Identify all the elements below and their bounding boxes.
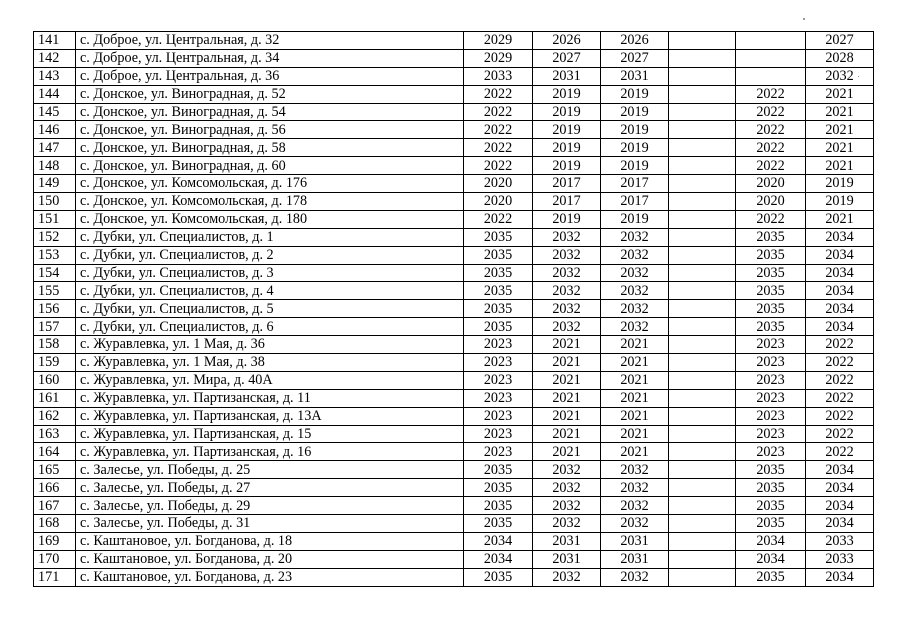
row-number-cell: 162 — [34, 407, 76, 425]
row-number-cell: 165 — [34, 461, 76, 479]
year-cell — [669, 139, 736, 157]
address-cell: с. Дубки, ул. Специалистов, д. 6 — [76, 318, 464, 336]
address-cell: с. Залесье, ул. Победы, д. 29 — [76, 497, 464, 515]
year-cell: 2019 — [533, 85, 601, 103]
year-cell: 2021 — [806, 85, 874, 103]
table-row — [34, 515, 874, 533]
address-cell: с. Доброе, ул. Центральная, д. 32 — [76, 32, 464, 50]
year-cell: 2022 — [736, 103, 806, 121]
year-cell: 2022 — [806, 407, 874, 425]
row-number-cell: 170 — [34, 550, 76, 568]
year-cell: 2034 — [806, 515, 874, 533]
year-cell: 2022 — [806, 389, 874, 407]
year-cell: 2022 — [464, 157, 533, 175]
year-cell: 2021 — [601, 354, 669, 372]
row-number-cell: 145 — [34, 103, 76, 121]
year-cell: 2027 — [601, 49, 669, 67]
address-cell: с. Каштановое, ул. Богданова, д. 23 — [76, 568, 464, 586]
year-cell — [669, 121, 736, 139]
year-cell: 2022 — [464, 121, 533, 139]
year-cell: 2021 — [601, 371, 669, 389]
year-cell: 2034 — [806, 497, 874, 515]
year-cell: 2019 — [533, 157, 601, 175]
table-row — [34, 497, 874, 515]
year-cell: 2033 — [806, 532, 874, 550]
year-cell: 2035 — [736, 568, 806, 586]
table-row — [34, 443, 874, 461]
row-number-cell: 159 — [34, 354, 76, 372]
year-cell: 2032 — [601, 479, 669, 497]
row-number-cell: 141 — [34, 32, 76, 50]
table-row — [34, 193, 874, 211]
year-cell: 2021 — [601, 389, 669, 407]
table-row — [34, 103, 874, 121]
year-cell: 2020 — [736, 193, 806, 211]
year-cell — [669, 550, 736, 568]
year-cell: 2032 — [601, 497, 669, 515]
year-cell: 2031 — [533, 67, 601, 85]
year-cell — [669, 264, 736, 282]
year-cell: 2021 — [806, 139, 874, 157]
year-cell: 2032 — [601, 264, 669, 282]
year-cell: 2019 — [601, 210, 669, 228]
year-cell: 2032 — [533, 300, 601, 318]
year-cell: 2019 — [533, 103, 601, 121]
year-cell — [669, 318, 736, 336]
table-row — [34, 336, 874, 354]
row-number-cell: 150 — [34, 193, 76, 211]
year-cell: 2022 — [464, 210, 533, 228]
row-number-cell: 168 — [34, 515, 76, 533]
address-cell: с. Донское, ул. Виноградная, д. 54 — [76, 103, 464, 121]
year-cell: 2034 — [806, 461, 874, 479]
row-number-cell: 149 — [34, 175, 76, 193]
year-cell: 2023 — [736, 443, 806, 461]
row-number-cell: 161 — [34, 389, 76, 407]
table-row — [34, 67, 874, 85]
year-cell: 2023 — [464, 371, 533, 389]
year-cell: 2035 — [464, 568, 533, 586]
year-cell: 2034 — [806, 264, 874, 282]
year-cell — [669, 193, 736, 211]
year-cell: 2035 — [464, 246, 533, 264]
table-row — [34, 139, 874, 157]
year-cell — [669, 210, 736, 228]
year-cell: 2021 — [601, 425, 669, 443]
year-cell — [669, 157, 736, 175]
year-cell: 2021 — [806, 103, 874, 121]
year-cell: 2022 — [806, 354, 874, 372]
table-row — [34, 318, 874, 336]
year-cell: 2034 — [736, 532, 806, 550]
year-cell: 2021 — [601, 336, 669, 354]
row-number-cell: 148 — [34, 157, 76, 175]
row-number-cell: 156 — [34, 300, 76, 318]
year-cell: 2026 — [601, 32, 669, 50]
row-number-cell: 142 — [34, 49, 76, 67]
housing-repair-schedule-table — [33, 31, 874, 587]
year-cell: 2034 — [736, 550, 806, 568]
year-cell: 2021 — [533, 371, 601, 389]
address-cell: с. Журавлевка, ул. Мира, д. 40А — [76, 371, 464, 389]
year-cell: 2031 — [601, 67, 669, 85]
year-cell: 2032 — [533, 264, 601, 282]
row-number-cell: 152 — [34, 228, 76, 246]
year-cell: 2023 — [464, 443, 533, 461]
year-cell: 2035 — [736, 300, 806, 318]
year-cell — [669, 246, 736, 264]
year-cell: 2032 — [601, 461, 669, 479]
year-cell: 2019 — [533, 139, 601, 157]
year-cell — [669, 443, 736, 461]
year-cell: 2032 — [806, 67, 874, 85]
year-cell: 2020 — [464, 193, 533, 211]
year-cell: 2032 — [601, 228, 669, 246]
year-cell: 2032 — [533, 568, 601, 586]
table-row — [34, 354, 874, 372]
scan-speck — [858, 76, 859, 77]
year-cell: 2035 — [464, 515, 533, 533]
year-cell: 2023 — [464, 389, 533, 407]
table-row — [34, 300, 874, 318]
year-cell: 2019 — [806, 193, 874, 211]
year-cell: 2019 — [806, 175, 874, 193]
address-cell: с. Каштановое, ул. Богданова, д. 20 — [76, 550, 464, 568]
year-cell: 2023 — [464, 407, 533, 425]
year-cell: 2034 — [806, 300, 874, 318]
year-cell: 2019 — [601, 85, 669, 103]
year-cell: 2021 — [533, 443, 601, 461]
year-cell: 2034 — [464, 532, 533, 550]
row-number-cell: 151 — [34, 210, 76, 228]
address-cell: с. Донское, ул. Комсомольская, д. 180 — [76, 210, 464, 228]
table-row — [34, 371, 874, 389]
row-number-cell: 164 — [34, 443, 76, 461]
row-number-cell: 153 — [34, 246, 76, 264]
year-cell: 2019 — [533, 210, 601, 228]
year-cell: 2022 — [736, 85, 806, 103]
year-cell — [736, 49, 806, 67]
table-row — [34, 157, 874, 175]
year-cell: 2022 — [464, 103, 533, 121]
year-cell: 2035 — [736, 318, 806, 336]
year-cell: 2032 — [601, 318, 669, 336]
row-number-cell: 166 — [34, 479, 76, 497]
year-cell — [669, 103, 736, 121]
year-cell: 2021 — [806, 210, 874, 228]
address-cell: с. Журавлевка, ул. 1 Мая, д. 38 — [76, 354, 464, 372]
row-number-cell: 146 — [34, 121, 76, 139]
year-cell: 2031 — [601, 532, 669, 550]
year-cell: 2034 — [464, 550, 533, 568]
address-cell: с. Донское, ул. Виноградная, д. 52 — [76, 85, 464, 103]
year-cell: 2021 — [806, 121, 874, 139]
address-cell: с. Доброе, ул. Центральная, д. 36 — [76, 67, 464, 85]
year-cell: 2023 — [736, 425, 806, 443]
year-cell — [669, 479, 736, 497]
year-cell: 2032 — [601, 246, 669, 264]
year-cell — [669, 425, 736, 443]
row-number-cell: 167 — [34, 497, 76, 515]
year-cell: 2021 — [601, 443, 669, 461]
table-row — [34, 264, 874, 282]
year-cell: 2019 — [601, 121, 669, 139]
year-cell: 2032 — [601, 568, 669, 586]
row-number-cell: 158 — [34, 336, 76, 354]
table-row — [34, 389, 874, 407]
address-cell: с. Журавлевка, ул. 1 Мая, д. 36 — [76, 336, 464, 354]
year-cell — [669, 336, 736, 354]
year-cell — [669, 228, 736, 246]
year-cell: 2023 — [464, 354, 533, 372]
year-cell — [669, 85, 736, 103]
year-cell: 2023 — [736, 354, 806, 372]
row-number-cell: 169 — [34, 532, 76, 550]
address-cell: с. Журавлевка, ул. Партизанская, д. 15 — [76, 425, 464, 443]
row-number-cell: 160 — [34, 371, 76, 389]
year-cell: 2032 — [533, 318, 601, 336]
row-number-cell: 171 — [34, 568, 76, 586]
table-row — [34, 282, 874, 300]
table-row — [34, 479, 874, 497]
year-cell: 2035 — [464, 228, 533, 246]
row-number-cell: 157 — [34, 318, 76, 336]
year-cell: 2032 — [601, 282, 669, 300]
year-cell: 2033 — [464, 67, 533, 85]
year-cell: 2035 — [736, 461, 806, 479]
year-cell: 2032 — [601, 300, 669, 318]
year-cell: 2022 — [464, 139, 533, 157]
year-cell: 2034 — [806, 479, 874, 497]
year-cell: 2032 — [533, 515, 601, 533]
address-cell: с. Журавлевка, ул. Партизанская, д. 11 — [76, 389, 464, 407]
year-cell: 2026 — [533, 32, 601, 50]
year-cell: 2027 — [533, 49, 601, 67]
row-number-cell: 163 — [34, 425, 76, 443]
table-body — [34, 32, 874, 587]
table-row — [34, 228, 874, 246]
table-row — [34, 461, 874, 479]
year-cell: 2035 — [464, 282, 533, 300]
year-cell: 2019 — [601, 103, 669, 121]
year-cell: 2031 — [533, 532, 601, 550]
year-cell — [669, 515, 736, 533]
address-cell: с. Донское, ул. Комсомольская, д. 178 — [76, 193, 464, 211]
year-cell: 2022 — [806, 443, 874, 461]
year-cell: 2021 — [806, 157, 874, 175]
year-cell: 2022 — [806, 371, 874, 389]
year-cell — [669, 389, 736, 407]
year-cell — [669, 49, 736, 67]
year-cell: 2021 — [533, 425, 601, 443]
year-cell: 2023 — [464, 336, 533, 354]
year-cell: 2023 — [736, 407, 806, 425]
year-cell — [669, 461, 736, 479]
year-cell: 2023 — [464, 425, 533, 443]
year-cell: 2022 — [464, 85, 533, 103]
table-row — [34, 85, 874, 103]
year-cell: 2017 — [601, 193, 669, 211]
year-cell: 2022 — [806, 336, 874, 354]
year-cell — [736, 67, 806, 85]
year-cell — [669, 300, 736, 318]
year-cell: 2017 — [601, 175, 669, 193]
year-cell: 2023 — [736, 336, 806, 354]
year-cell: 2019 — [601, 157, 669, 175]
year-cell: 2035 — [736, 246, 806, 264]
year-cell: 2035 — [464, 318, 533, 336]
table-row — [34, 32, 874, 50]
address-cell: с. Дубки, ул. Специалистов, д. 3 — [76, 264, 464, 282]
year-cell: 2021 — [533, 336, 601, 354]
year-cell — [669, 371, 736, 389]
year-cell: 2022 — [736, 210, 806, 228]
address-cell: с. Каштановое, ул. Богданова, д. 18 — [76, 532, 464, 550]
year-cell — [669, 497, 736, 515]
year-cell: 2035 — [464, 300, 533, 318]
year-cell: 2022 — [806, 425, 874, 443]
year-cell: 2033 — [806, 550, 874, 568]
year-cell: 2035 — [464, 461, 533, 479]
year-cell: 2031 — [601, 550, 669, 568]
address-cell: с. Залесье, ул. Победы, д. 31 — [76, 515, 464, 533]
year-cell — [669, 175, 736, 193]
address-cell: с. Донское, ул. Виноградная, д. 58 — [76, 139, 464, 157]
year-cell: 2034 — [806, 282, 874, 300]
table-row — [34, 121, 874, 139]
table-row — [34, 550, 874, 568]
address-cell: с. Доброе, ул. Центральная, д. 34 — [76, 49, 464, 67]
year-cell: 2032 — [533, 461, 601, 479]
address-cell: с. Донское, ул. Комсомольская, д. 176 — [76, 175, 464, 193]
year-cell: 2032 — [533, 246, 601, 264]
year-cell: 2035 — [736, 497, 806, 515]
year-cell — [736, 32, 806, 50]
row-number-cell: 155 — [34, 282, 76, 300]
year-cell: 2032 — [533, 228, 601, 246]
year-cell: 2023 — [736, 371, 806, 389]
row-number-cell: 143 — [34, 67, 76, 85]
year-cell: 2035 — [464, 479, 533, 497]
year-cell: 2035 — [736, 264, 806, 282]
year-cell: 2021 — [533, 407, 601, 425]
year-cell: 2022 — [736, 121, 806, 139]
table-row — [34, 210, 874, 228]
year-cell — [669, 32, 736, 50]
year-cell: 2029 — [464, 49, 533, 67]
year-cell: 2023 — [736, 389, 806, 407]
table-row — [34, 246, 874, 264]
year-cell: 2021 — [533, 354, 601, 372]
address-cell: с. Журавлевка, ул. Партизанская, д. 16 — [76, 443, 464, 461]
year-cell: 2017 — [533, 193, 601, 211]
year-cell: 2031 — [533, 550, 601, 568]
address-cell: с. Дубки, ул. Специалистов, д. 5 — [76, 300, 464, 318]
year-cell: 2019 — [601, 139, 669, 157]
year-cell: 2035 — [736, 228, 806, 246]
year-cell: 2027 — [806, 32, 874, 50]
address-cell: с. Донское, ул. Виноградная, д. 56 — [76, 121, 464, 139]
year-cell: 2022 — [736, 139, 806, 157]
row-number-cell: 147 — [34, 139, 76, 157]
year-cell: 2035 — [464, 264, 533, 282]
year-cell: 2021 — [601, 407, 669, 425]
year-cell: 2034 — [806, 228, 874, 246]
table-row — [34, 532, 874, 550]
year-cell: 2021 — [533, 389, 601, 407]
year-cell: 2032 — [533, 497, 601, 515]
year-cell: 2035 — [736, 479, 806, 497]
year-cell: 2020 — [736, 175, 806, 193]
year-cell: 2034 — [806, 568, 874, 586]
scan-speck — [803, 18, 805, 20]
year-cell — [669, 282, 736, 300]
row-number-cell: 154 — [34, 264, 76, 282]
year-cell: 2028 — [806, 49, 874, 67]
year-cell — [669, 354, 736, 372]
table-row — [34, 175, 874, 193]
year-cell: 2022 — [736, 157, 806, 175]
address-cell: с. Дубки, ул. Специалистов, д. 1 — [76, 228, 464, 246]
year-cell: 2032 — [533, 479, 601, 497]
address-cell: с. Дубки, ул. Специалистов, д. 4 — [76, 282, 464, 300]
row-number-cell: 144 — [34, 85, 76, 103]
address-cell: с. Дубки, ул. Специалистов, д. 2 — [76, 246, 464, 264]
table-row — [34, 568, 874, 586]
address-cell: с. Залесье, ул. Победы, д. 25 — [76, 461, 464, 479]
table-row — [34, 425, 874, 443]
address-cell: с. Журавлевка, ул. Партизанская, д. 13А — [76, 407, 464, 425]
year-cell: 2035 — [736, 515, 806, 533]
year-cell: 2035 — [464, 497, 533, 515]
year-cell: 2029 — [464, 32, 533, 50]
year-cell — [669, 67, 736, 85]
year-cell: 2019 — [533, 121, 601, 139]
year-cell: 2020 — [464, 175, 533, 193]
address-cell: с. Залесье, ул. Победы, д. 27 — [76, 479, 464, 497]
year-cell — [669, 407, 736, 425]
table-row — [34, 407, 874, 425]
year-cell — [669, 532, 736, 550]
year-cell: 2034 — [806, 246, 874, 264]
year-cell: 2034 — [806, 318, 874, 336]
address-cell: с. Донское, ул. Виноградная, д. 60 — [76, 157, 464, 175]
year-cell: 2032 — [533, 282, 601, 300]
year-cell: 2032 — [601, 515, 669, 533]
year-cell — [669, 568, 736, 586]
table-row — [34, 49, 874, 67]
year-cell: 2017 — [533, 175, 601, 193]
year-cell: 2035 — [736, 282, 806, 300]
